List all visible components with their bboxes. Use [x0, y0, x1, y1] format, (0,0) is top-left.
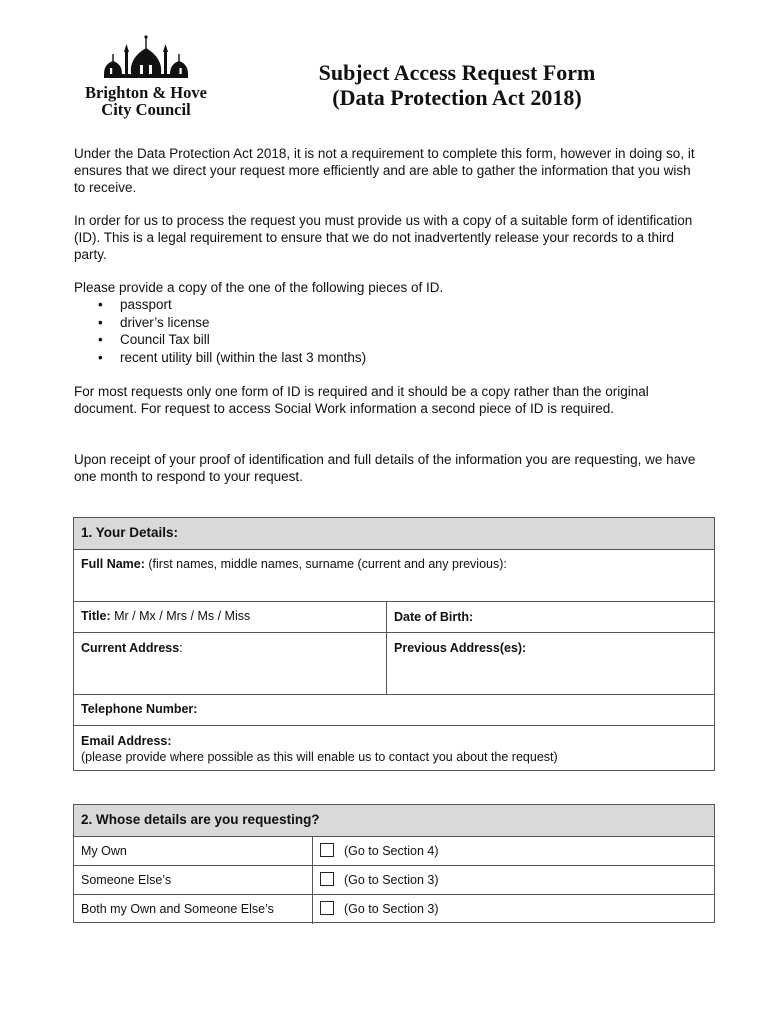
- intro-paragraph-4: For most requests only one form of ID is required and it should be a copy rather than the original document. For request to access Social Work information a second piece of ID is required.: [74, 384, 649, 416]
- page-title: [262, 60, 652, 110]
- row-label: Both my Own and Someone Else’s: [81, 902, 274, 916]
- id-list: [74, 296, 366, 366]
- current-address-colon: :: [179, 641, 183, 655]
- council-logo: [78, 34, 218, 122]
- dob-field[interactable]: [394, 609, 473, 625]
- section-your-details: [73, 517, 715, 771]
- pavilion-domes-icon: [100, 34, 192, 84]
- logo-text-line1: Brighton & Hove: [85, 83, 207, 102]
- logo-text-line2: City Council: [101, 100, 191, 119]
- dob-label: Date of Birth:: [394, 610, 474, 624]
- list-item: • Council Tax bill: [120, 331, 366, 349]
- list-item: • passport: [120, 296, 366, 314]
- section-2-header: 2. Whose details are you requesting?: [74, 805, 714, 836]
- checkbox[interactable]: [320, 872, 334, 886]
- option-text: (Go to Section 3): [344, 873, 439, 887]
- intro-paragraph-2: In order for us to process the request you must provide us with a copy of a suitable form of identification (ID). This is a legal requirement to ensure that we do not inadvertently release your records to a third party.: [74, 213, 693, 262]
- option-my-own[interactable]: [320, 843, 439, 859]
- row-label: Someone Else’s: [81, 873, 172, 887]
- option-someone-else[interactable]: [320, 872, 439, 888]
- full-name-field[interactable]: [74, 549, 714, 601]
- title-line1: Subject Access Request Form: [318, 60, 596, 85]
- intro-paragraph-5: Upon receipt of your proof of identification and full details of the information you are requesting, we have one month to respond to your request.: [74, 452, 696, 484]
- option-both[interactable]: [320, 901, 439, 917]
- checkbox[interactable]: [320, 901, 334, 915]
- email-label: Email Address:: [81, 734, 172, 748]
- title-options: Mr / Mx / Mrs / Ms / Miss: [114, 609, 251, 623]
- current-address-label: Current Address: [81, 641, 180, 655]
- previous-address-label: Previous Address(es):: [394, 641, 527, 655]
- full-name-hint: (first names, middle names, surname (current and any previous):: [148, 557, 507, 571]
- list-item: • recent utility bill (within the last 3 months): [120, 349, 366, 367]
- email-field[interactable]: [74, 725, 714, 772]
- section-whose-details: [73, 804, 715, 923]
- column-divider: [386, 601, 387, 694]
- section-1-header: 1. Your Details:: [74, 518, 714, 549]
- checkbox[interactable]: [320, 843, 334, 857]
- title-line2: (Data Protection Act 2018): [332, 85, 582, 110]
- email-hint: (please provide where possible as this will enable us to contact you about the request): [81, 750, 558, 764]
- telephone-field[interactable]: [74, 694, 714, 725]
- telephone-label: Telephone Number:: [81, 702, 198, 716]
- full-name-label: Full Name:: [81, 557, 145, 571]
- intro-paragraph-1: Under the Data Protection Act 2018, it is not a requirement to complete this form, however in doing so, it ensures that we direct your request more efficiently and are able to gather the information that you wish to receive.: [74, 146, 695, 195]
- previous-address-field[interactable]: [394, 640, 526, 656]
- intro-paragraph-3: Please provide a copy of the one of the following pieces of ID.: [74, 280, 444, 295]
- list-item: • driver’s license: [120, 314, 366, 332]
- title-label: Title:: [81, 609, 111, 623]
- column-divider: [312, 836, 313, 924]
- option-text: (Go to Section 4): [344, 844, 439, 858]
- title-field[interactable]: [81, 608, 250, 624]
- current-address-field[interactable]: [81, 640, 183, 656]
- option-text: (Go to Section 3): [344, 902, 439, 916]
- row-label: My Own: [81, 844, 127, 858]
